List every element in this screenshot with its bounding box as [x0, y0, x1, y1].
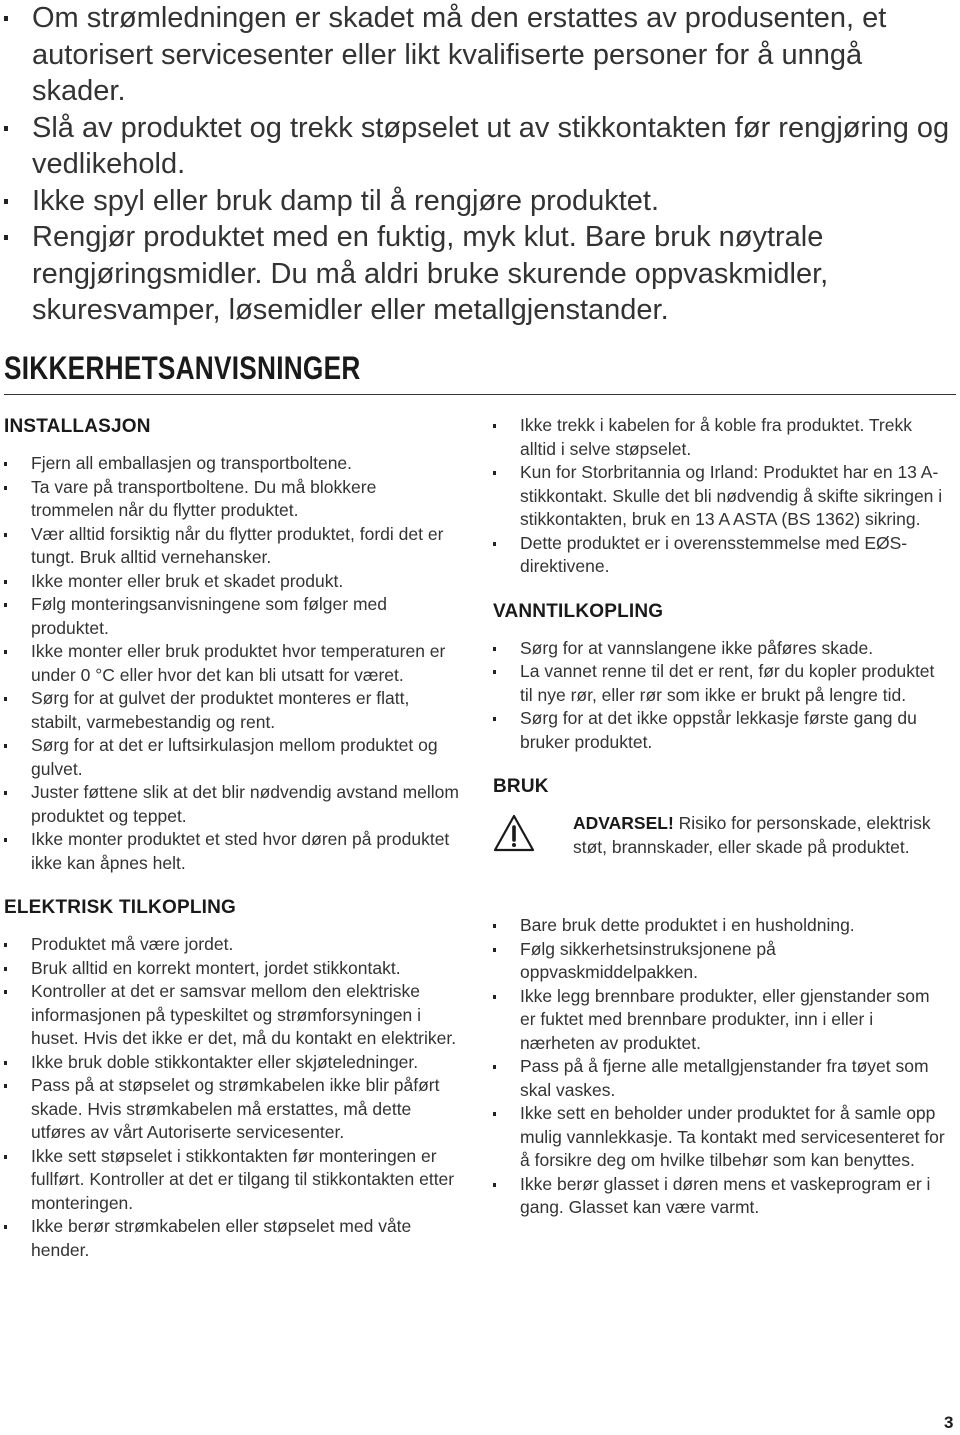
list-item: Bruk alltid en korrekt montert, jordet stikkontakt. [4, 957, 459, 981]
warning-box [493, 812, 948, 900]
installasjon-list [4, 452, 459, 875]
list-item: Ikke monter eller bruk produktet hvor temperaturen er under 0 °C eller hvor det kan bli utsatt for været. [4, 640, 459, 687]
list-item: Ikke monter eller bruk et skadet produkt. [4, 570, 459, 594]
list-item: Ta vare på transportboltene. Du må blokkere trommelen når du flytter produktet. [4, 476, 459, 523]
list-item: Slå av produktet og trekk støpselet ut av stikkontakten før rengjøring og vedlikehold. [0, 110, 956, 183]
elektrisk-heading: ELEKTRISK TILKOPLING [4, 897, 236, 918]
list-item: Ikke trekk i kabelen for å koble fra produktet. Trekk alltid i selve støpselet. [493, 414, 948, 461]
bruk-heading: BRUK [493, 776, 549, 797]
list-item: Dette produktet er i overensstemmelse med EØS-direktivene. [493, 532, 948, 579]
list-item: Sørg for at vannslangene ikke påføres skade. [493, 637, 948, 661]
warning-label: ADVARSEL! [573, 813, 674, 833]
intro-list [0, 0, 956, 329]
list-item: Juster føttene slik at det blir nødvendig avstand mellom produktet og teppet. [4, 781, 459, 828]
vanntilkopling-heading: VANNTILKOPLING [493, 600, 664, 622]
list-item: Ikke spyl eller bruk damp til å rengjøre produktet. [0, 183, 956, 220]
right-column [493, 414, 948, 1220]
list-item: Sørg for at det ikke oppstår lekkasje første gang du bruker produktet. [493, 707, 948, 754]
list-item: Sørg for at det er luftsirkulasjon mellom produktet og gulvet. [4, 734, 459, 781]
list-item: Ikke legg brennbare produkter, eller gjenstander som er fuktet med brennbare produkter, inn i eller i nærheten av produktet. [493, 985, 948, 1056]
list-item: Følg sikkerhetsinstruksjonene på oppvaskmiddelpakken. [493, 938, 948, 985]
list-item: Sørg for at gulvet der produktet monteres er flatt, stabilt, varmebestandig og rent. [4, 687, 459, 734]
section-title: SIKKERHETSANVISNINGER [4, 350, 361, 386]
warning-triangle-icon [493, 814, 535, 852]
elektrisk-continued-list [493, 414, 948, 579]
list-item: Ikke sett en beholder under produktet for å samle opp mulig vannlekkasje. Ta kontakt med servicesenteret for å forsikre deg om hvilke tilbehør som kan benyttes. [493, 1102, 948, 1173]
warning-message: Risiko for personskade, elektrisk støt, brannskader, eller skade på produktet. [573, 813, 931, 857]
left-column [4, 414, 459, 1262]
elektrisk-list [4, 933, 459, 1262]
list-item: Fjern all emballasjen og transportboltene. [4, 452, 459, 476]
list-item: Produktet må være jordet. [4, 933, 459, 957]
list-item: Ikke berør glasset i døren mens et vaskeprogram er i gang. Glasset kan være varmt. [493, 1173, 948, 1220]
list-item: Om strømledningen er skadet må den erstattes av produsenten, et autorisert servicesenter eller likt kvalifiserte personer for å unngå skader. [0, 0, 956, 110]
section-divider [4, 394, 956, 395]
list-item: Ikke sett støpselet i stikkontakten før monteringen er fullført. Kontroller at det er tilgang til stikkontakten etter monteringen. [4, 1145, 459, 1216]
list-item: Ikke bruk doble stikkontakter eller skjøteledninger. [4, 1051, 459, 1075]
vanntilkopling-list [493, 637, 948, 755]
list-item: Pass på å fjerne alle metallgjenstander fra tøyet som skal vaskes. [493, 1055, 948, 1102]
list-item: Vær alltid forsiktig når du flytter produktet, fordi det er tungt. Bruk alltid vernehansker. [4, 523, 459, 570]
list-item: Bare bruk dette produktet i en husholdning. [493, 914, 948, 938]
list-item: Følg monteringsanvisningene som følger med produktet. [4, 593, 459, 640]
list-item: Kontroller at det er samsvar mellom den elektriske informasjonen på typeskiltet og strømforsyningen i huset. Hvis det ikke er det, må du kontakt en elektriker. [4, 980, 459, 1051]
bruk-list [493, 914, 948, 1220]
warning-text [573, 812, 953, 859]
list-item: La vannet renne til det er rent, før du kopler produktet til nye rør, eller rør som ikke er brukt på lengre tid. [493, 660, 948, 707]
list-item: Pass på at støpselet og strømkabelen ikke blir påført skade. Hvis strømkabelen må erstattes, må dette utføres av vårt Autoriserte servicesenter. [4, 1074, 459, 1145]
installasjon-heading: INSTALLASJON [4, 416, 151, 437]
list-item: Rengjør produktet med en fuktig, myk klut. Bare bruk nøytrale rengjøringsmidler. Du må aldri bruke skurende oppvaskmidler, skuresvamper, løsemidler eller metallgjenstander. [0, 219, 956, 329]
list-item: Kun for Storbritannia og Irland: Produktet har en 13 A-stikkontakt. Skulle det bli nødvendig å skifte sikringen i stikkontakten, bruk en 13 A ASTA (BS 1362) sikring. [493, 461, 948, 532]
list-item: Ikke monter produktet et sted hvor døren på produktet ikke kan åpnes helt. [4, 828, 459, 875]
list-item: Ikke berør strømkabelen eller støpselet med våte hender. [4, 1215, 459, 1262]
page-number: 3 [944, 1413, 954, 1432]
